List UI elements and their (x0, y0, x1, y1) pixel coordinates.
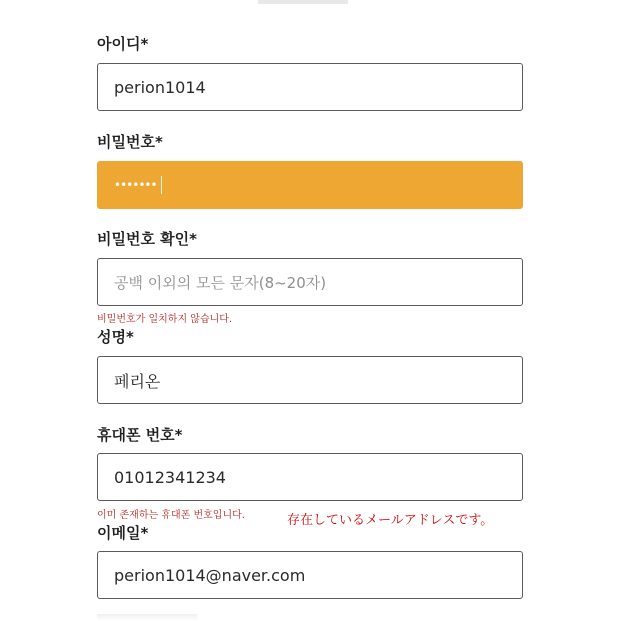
phone-label: 휴대폰 번호* (97, 426, 183, 444)
password-confirm-label: 비밀번호 확인* (97, 230, 198, 248)
password-confirm-input[interactable] (97, 258, 523, 306)
password-input[interactable] (97, 161, 523, 209)
password-confirm-placeholder: 공백 이외의 모든 문자(8~20자) (114, 273, 327, 292)
next-field-peek (97, 614, 197, 621)
password-input-value: ••••••• (114, 178, 157, 192)
phone-input[interactable] (97, 453, 523, 501)
email-label: 이메일* (97, 524, 149, 542)
password-label: 비밀번호* (97, 133, 163, 151)
text-caret (161, 176, 162, 194)
id-input[interactable] (97, 63, 523, 111)
id-input-value: perion1014 (114, 77, 206, 97)
name-label: 성명* (97, 328, 134, 346)
scroll-top-fade (258, 0, 348, 4)
password-confirm-error: 비밀번호가 일치하지 않습니다. (97, 314, 233, 325)
email-input[interactable] (97, 551, 523, 599)
email-exists-note: 存在しているメールアドレスです。 (287, 513, 494, 528)
name-input-value: 페리온 (114, 371, 161, 391)
phone-error: 이미 존재하는 휴대폰 번호입니다. (97, 510, 245, 521)
email-input-value: perion1014@naver.com (114, 565, 306, 585)
id-label: 아이디* (97, 35, 149, 53)
name-input[interactable] (97, 356, 523, 404)
phone-input-value: 01012341234 (114, 467, 226, 487)
